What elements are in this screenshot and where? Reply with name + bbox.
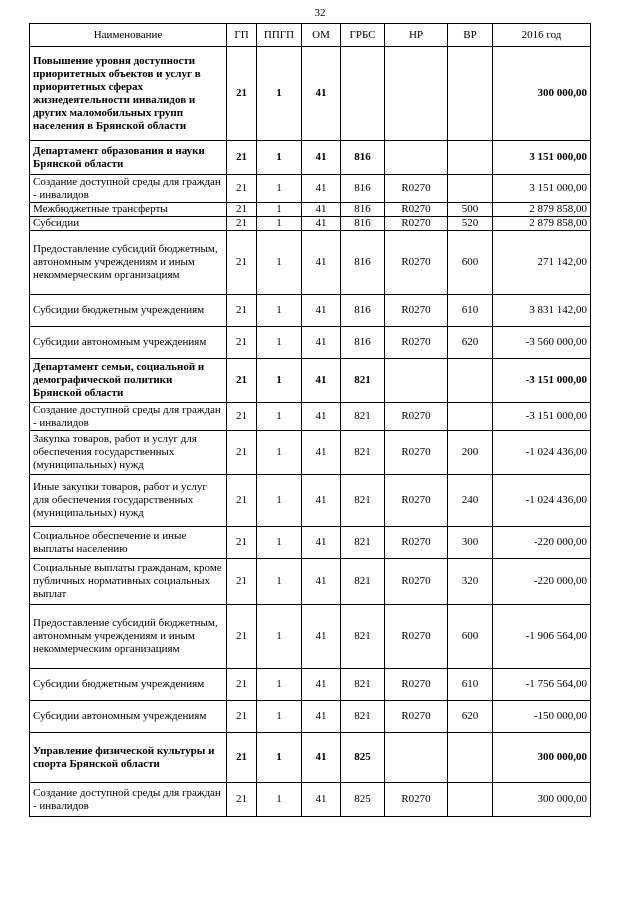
cell-gp: 21 (227, 701, 257, 733)
cell-om: 41 (302, 403, 341, 431)
cell-grbs: 816 (341, 295, 385, 327)
cell-om: 41 (302, 669, 341, 701)
cell-name: Создание доступной среды для граждан - инвалидов (30, 783, 227, 817)
col-header-name: Наименование (30, 24, 227, 47)
table-row (30, 431, 591, 475)
table-row (30, 403, 591, 431)
cell-om: 41 (302, 733, 341, 783)
cell-nr: R0270 (385, 475, 448, 527)
cell-name: Предоставление субсидий бюджетным, автономным учреждениям и иным некоммерческим организациям (30, 231, 227, 295)
cell-name: Создание доступной среды для граждан - инвалидов (30, 175, 227, 203)
table-row (30, 359, 591, 403)
cell-om: 41 (302, 783, 341, 817)
cell-ppgp: 1 (257, 403, 302, 431)
cell-amount: -1 756 564,00 (493, 669, 591, 701)
cell-nr: R0270 (385, 605, 448, 669)
cell-vr (448, 141, 493, 175)
cell-amount: 3 151 000,00 (493, 175, 591, 203)
cell-grbs: 821 (341, 669, 385, 701)
cell-gp: 21 (227, 431, 257, 475)
col-header-vr: ВР (448, 24, 493, 47)
col-header-ppgp: ППГП (257, 24, 302, 47)
cell-nr (385, 733, 448, 783)
cell-amount: 2 879 858,00 (493, 217, 591, 231)
cell-nr: R0270 (385, 669, 448, 701)
cell-name: Социальное обеспечение и иные выплаты населению (30, 527, 227, 559)
col-header-om: ОМ (302, 24, 341, 47)
cell-name: Департамент образования и науки Брянской области (30, 141, 227, 175)
cell-amount: -3 151 000,00 (493, 403, 591, 431)
cell-grbs: 816 (341, 203, 385, 217)
cell-gp: 21 (227, 403, 257, 431)
cell-nr: R0270 (385, 527, 448, 559)
budget-table (29, 23, 591, 817)
table-row (30, 783, 591, 817)
cell-vr (448, 175, 493, 203)
cell-ppgp: 1 (257, 295, 302, 327)
cell-nr: R0270 (385, 295, 448, 327)
cell-nr: R0270 (385, 175, 448, 203)
cell-vr (448, 783, 493, 817)
cell-nr (385, 47, 448, 141)
cell-amount: -150 000,00 (493, 701, 591, 733)
cell-amount: -220 000,00 (493, 559, 591, 605)
cell-nr (385, 141, 448, 175)
col-header-year: 2016 год (493, 24, 591, 47)
cell-ppgp: 1 (257, 669, 302, 701)
cell-name: Субсидии автономным учреждениям (30, 327, 227, 359)
cell-om: 41 (302, 359, 341, 403)
cell-gp: 21 (227, 327, 257, 359)
cell-gp: 21 (227, 783, 257, 817)
cell-nr: R0270 (385, 203, 448, 217)
cell-name: Субсидии бюджетным учреждениям (30, 669, 227, 701)
table-row (30, 475, 591, 527)
cell-amount: -1 024 436,00 (493, 475, 591, 527)
cell-vr: 620 (448, 327, 493, 359)
cell-om: 41 (302, 175, 341, 203)
col-header-nr: НР (385, 24, 448, 47)
cell-nr (385, 359, 448, 403)
table-row (30, 559, 591, 605)
cell-om: 41 (302, 295, 341, 327)
cell-gp: 21 (227, 141, 257, 175)
cell-grbs: 816 (341, 141, 385, 175)
cell-om: 41 (302, 527, 341, 559)
cell-vr: 520 (448, 217, 493, 231)
cell-om: 41 (302, 231, 341, 295)
cell-om: 41 (302, 701, 341, 733)
table-row (30, 605, 591, 669)
cell-name: Субсидии бюджетным учреждениям (30, 295, 227, 327)
cell-grbs: 821 (341, 403, 385, 431)
cell-nr: R0270 (385, 327, 448, 359)
cell-om: 41 (302, 47, 341, 141)
table-row (30, 701, 591, 733)
cell-amount: -220 000,00 (493, 527, 591, 559)
cell-gp: 21 (227, 475, 257, 527)
cell-grbs: 816 (341, 327, 385, 359)
cell-amount: 271 142,00 (493, 231, 591, 295)
cell-vr: 320 (448, 559, 493, 605)
cell-vr: 610 (448, 669, 493, 701)
cell-vr (448, 359, 493, 403)
cell-grbs: 821 (341, 559, 385, 605)
cell-nr: R0270 (385, 431, 448, 475)
cell-ppgp: 1 (257, 605, 302, 669)
cell-name: Субсидии (30, 217, 227, 231)
cell-ppgp: 1 (257, 47, 302, 141)
cell-om: 41 (302, 327, 341, 359)
cell-grbs: 816 (341, 217, 385, 231)
table-row (30, 733, 591, 783)
cell-grbs: 821 (341, 475, 385, 527)
cell-vr: 500 (448, 203, 493, 217)
cell-nr: R0270 (385, 701, 448, 733)
page-number: 32 (314, 7, 326, 19)
col-header-grbs: ГРБС (341, 24, 385, 47)
cell-om: 41 (302, 605, 341, 669)
cell-om: 41 (302, 217, 341, 231)
cell-ppgp: 1 (257, 475, 302, 527)
cell-grbs: 816 (341, 231, 385, 295)
cell-om: 41 (302, 475, 341, 527)
cell-amount: -3 560 000,00 (493, 327, 591, 359)
cell-ppgp: 1 (257, 327, 302, 359)
cell-nr: R0270 (385, 217, 448, 231)
cell-grbs: 821 (341, 527, 385, 559)
cell-nr: R0270 (385, 403, 448, 431)
cell-nr: R0270 (385, 559, 448, 605)
cell-name: Субсидии автономным учреждениям (30, 701, 227, 733)
cell-vr: 300 (448, 527, 493, 559)
cell-ppgp: 1 (257, 527, 302, 559)
cell-grbs: 821 (341, 431, 385, 475)
cell-om: 41 (302, 559, 341, 605)
cell-name: Иные закупки товаров, работ и услуг для обеспечения государственных (муниципальных) нужд (30, 475, 227, 527)
table-row (30, 217, 591, 231)
cell-gp: 21 (227, 231, 257, 295)
cell-vr: 200 (448, 431, 493, 475)
cell-om: 41 (302, 203, 341, 217)
cell-amount: -1 024 436,00 (493, 431, 591, 475)
cell-amount: 3 151 000,00 (493, 141, 591, 175)
table-row (30, 295, 591, 327)
cell-amount: 2 879 858,00 (493, 203, 591, 217)
cell-vr (448, 733, 493, 783)
cell-om: 41 (302, 141, 341, 175)
cell-gp: 21 (227, 47, 257, 141)
cell-grbs: 816 (341, 175, 385, 203)
table-row (30, 175, 591, 203)
cell-amount: -1 906 564,00 (493, 605, 591, 669)
cell-ppgp: 1 (257, 701, 302, 733)
cell-om: 41 (302, 431, 341, 475)
cell-ppgp: 1 (257, 431, 302, 475)
table-row (30, 47, 591, 141)
cell-gp: 21 (227, 175, 257, 203)
cell-name: Департамент семьи, социальной и демографической политики Брянской области (30, 359, 227, 403)
cell-ppgp: 1 (257, 217, 302, 231)
cell-vr: 620 (448, 701, 493, 733)
cell-amount: 300 000,00 (493, 733, 591, 783)
cell-gp: 21 (227, 605, 257, 669)
cell-gp: 21 (227, 203, 257, 217)
cell-vr (448, 403, 493, 431)
cell-gp: 21 (227, 669, 257, 701)
cell-vr: 240 (448, 475, 493, 527)
cell-amount: 300 000,00 (493, 47, 591, 141)
cell-amount: -3 151 000,00 (493, 359, 591, 403)
cell-name: Повышение уровня доступности приоритетных объектов и услуг в приоритетных сферах жизнедеятельности инвалидов и других маломобильных групп населения в Брянской области (30, 47, 227, 141)
table-row (30, 141, 591, 175)
cell-vr (448, 47, 493, 141)
cell-grbs: 821 (341, 701, 385, 733)
cell-nr: R0270 (385, 231, 448, 295)
cell-name: Предоставление субсидий бюджетным, автономным учреждениям и иным некоммерческим организациям (30, 605, 227, 669)
cell-ppgp: 1 (257, 559, 302, 605)
cell-ppgp: 1 (257, 231, 302, 295)
table-row (30, 327, 591, 359)
col-header-gp: ГП (227, 24, 257, 47)
cell-ppgp: 1 (257, 783, 302, 817)
cell-gp: 21 (227, 359, 257, 403)
table-row (30, 669, 591, 701)
cell-name: Создание доступной среды для граждан - инвалидов (30, 403, 227, 431)
cell-grbs: 821 (341, 359, 385, 403)
cell-gp: 21 (227, 733, 257, 783)
table-row (30, 231, 591, 295)
cell-ppgp: 1 (257, 203, 302, 217)
cell-ppgp: 1 (257, 141, 302, 175)
cell-grbs (341, 47, 385, 141)
cell-gp: 21 (227, 217, 257, 231)
cell-vr: 600 (448, 605, 493, 669)
header-row (30, 24, 591, 47)
cell-gp: 21 (227, 295, 257, 327)
cell-name: Социальные выплаты гражданам, кроме публичных нормативных социальных выплат (30, 559, 227, 605)
cell-grbs: 821 (341, 605, 385, 669)
cell-name: Закупка товаров, работ и услуг для обеспечения государственных (муниципальных) нужд (30, 431, 227, 475)
cell-nr: R0270 (385, 783, 448, 817)
cell-amount: 3 831 142,00 (493, 295, 591, 327)
cell-gp: 21 (227, 559, 257, 605)
cell-gp: 21 (227, 527, 257, 559)
cell-ppgp: 1 (257, 359, 302, 403)
cell-vr: 610 (448, 295, 493, 327)
cell-name: Межбюджетные трансферты (30, 203, 227, 217)
table-row (30, 203, 591, 217)
table-row (30, 527, 591, 559)
cell-grbs: 825 (341, 783, 385, 817)
cell-ppgp: 1 (257, 175, 302, 203)
cell-amount: 300 000,00 (493, 783, 591, 817)
cell-ppgp: 1 (257, 733, 302, 783)
cell-grbs: 825 (341, 733, 385, 783)
cell-vr: 600 (448, 231, 493, 295)
cell-name: Управление физической культуры и спорта Брянской области (30, 733, 227, 783)
